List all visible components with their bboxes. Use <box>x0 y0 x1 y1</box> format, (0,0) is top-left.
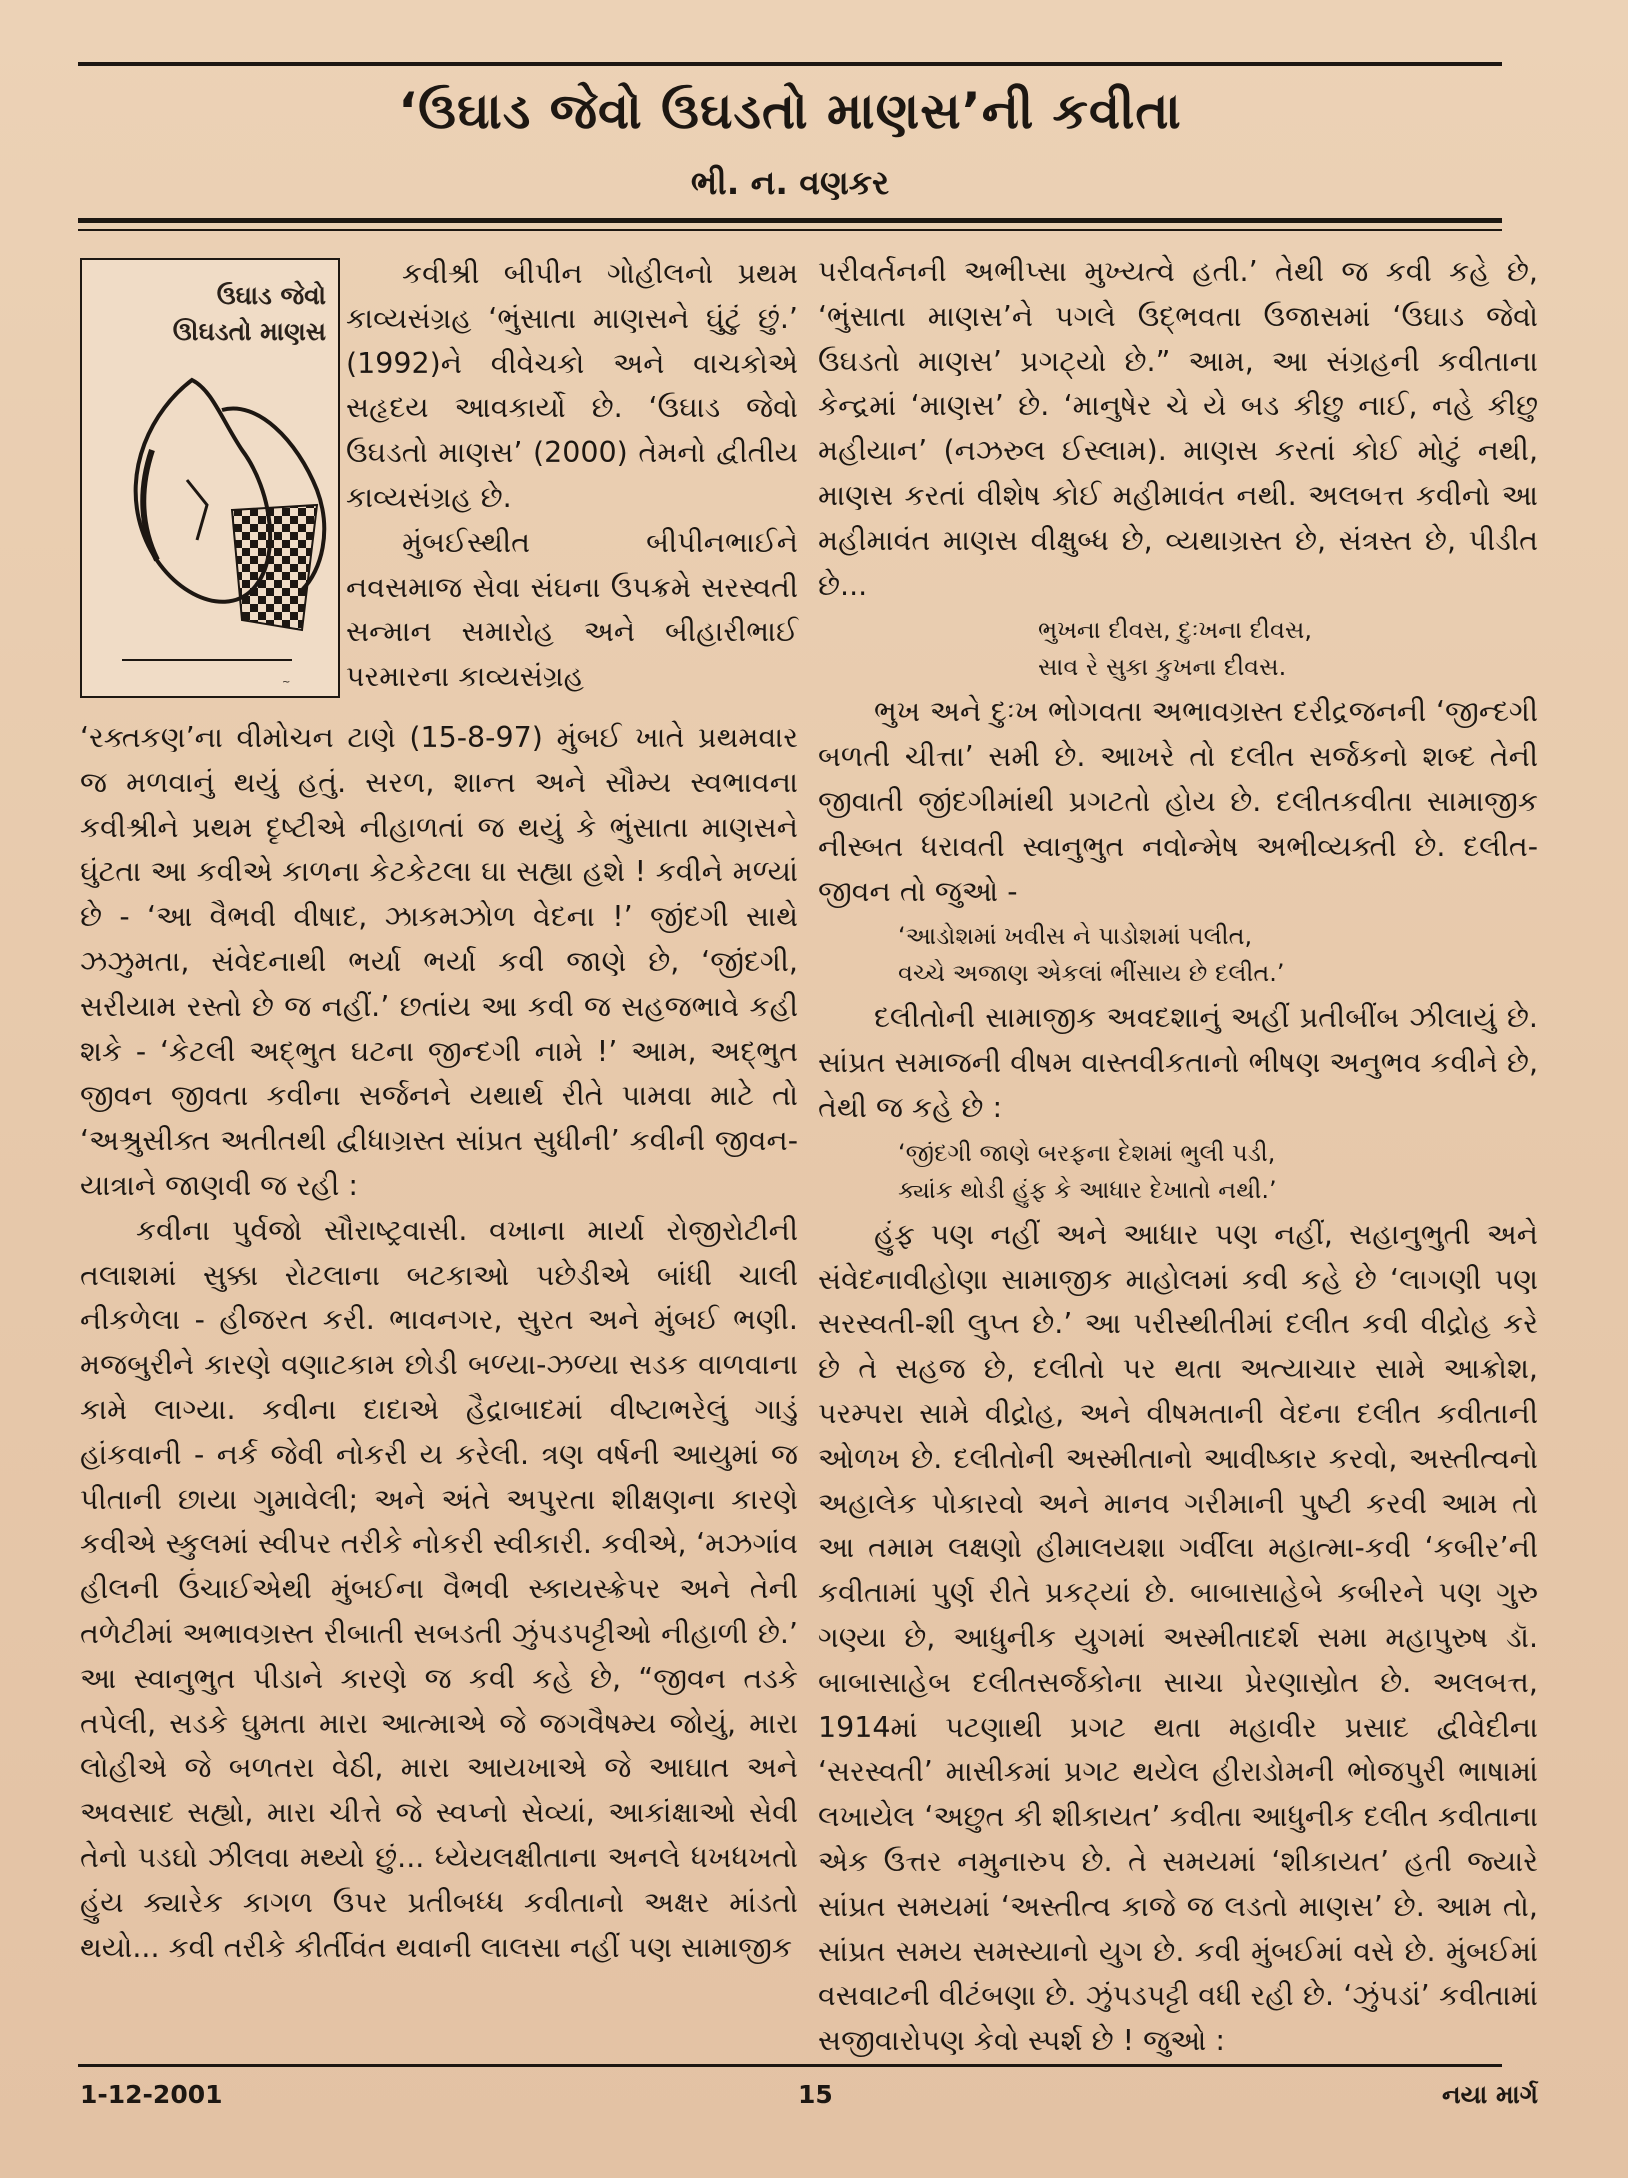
figure-face <box>187 480 207 540</box>
article-title: ‘ઉઘાડ જેવો ઉઘડતો માણસ’ની કવીતા <box>398 82 1182 140</box>
verse-quote <box>818 918 1538 992</box>
book-cover-title-line2: ઊઘડતો માણસ <box>172 317 326 346</box>
paragraph: ભુખ અને દુઃખ ભોગવતા અભાવગ્રસ્ત દરીદ્રજનની ‘જીન્દગી બળતી ચીત્તા’ સમી છે. આખરે તો દલીત સર્જકનો શબ્દ તેની જીવાતી જીંદગીમાંથી પ્રગટતો હોય છે. દલીતકવીતા સામાજીક નીસ્બત ધરાવતી સ્વાનુભુત નવોન્મેષ અભીવ્યક્તી છે. દલીત-જીવન તો જુઓ - <box>818 695 1538 908</box>
verse-line: સાવ રે સુકા કુખના દીવસ. <box>1038 653 1287 682</box>
header-rule-thick <box>78 218 1502 223</box>
magazine-name: નયા માર્ગ <box>1442 2080 1538 2109</box>
book-cover-title <box>173 278 326 350</box>
issue-date: 1-12-2001 <box>80 2080 223 2109</box>
paragraph: મુંબઈસ્થીત બીપીનભાઈને નવસમાજ સેવા સંઘના ઉપક્રમે સરસ્વતી સન્માન સમારોહ અને બીહારીભાઈ પરમારના કાવ્યસંગ્રહ <box>346 525 798 694</box>
verse-quote <box>818 612 1538 686</box>
book-cover-title-line1: ઉઘાડ જેવો <box>216 281 326 310</box>
footer-rule <box>78 2064 1502 2067</box>
left-column-text <box>80 716 798 1970</box>
checkered-cloth <box>232 505 317 630</box>
paragraph: પરીવર્તનની અભીપ્સા મુખ્યત્વે હતી.’ તેથી જ કવી કહે છે, ‘ભુંસાતા માણસ’ને પગલે ઉદ્ભવતા ઉજાસમાં ‘ઉઘાડ જેવો ઉઘડતો માણસ’ પ્રગટ્યો છે.” આમ, આ સંગ્રહની કવીતાના કેન્દ્રમાં ‘માણસ’ છે. ‘માનુષેર ચે યે બડ કીછુ નાઈ, નહે કીછુ મહીયાન’ (નઝરુલ ઈસ્લામ). માણસ કરતાં કોઈ મોટું નથી, માણસ કરતાં વીશેષ કોઈ મહીમાવંત નથી. અલબત્ત કવીનો આ મહીમાવંત માણસ વીક્ષુબ્ધ છે, વ્યથાગ્રસ્ત છે, સંત્રસ્ત છે, પીડીત છે... <box>818 255 1538 602</box>
header-rule-thin <box>78 229 1502 231</box>
right-column-text <box>818 250 1538 2064</box>
artist-mark: ~ <box>282 677 291 688</box>
paragraph: દલીતોની સામાજીક અવદશાનું અહીં પ્રતીબીંબ ઝીલાયું છે. સાંપ્રત સમાજની વીષમ વાસ્તવીકતાનો ભીષણ અનુભવ કવીને છે, તેથી જ કહે છે : <box>818 1001 1538 1124</box>
verse-line: ‘આડોશમાં ખવીસ ને પાડોશમાં પલીત, <box>898 922 1253 951</box>
paragraph: ‘રક્તકણ’ના વીમોચન ટાણે (15-8-97) મુંબઈ ખાતે પ્રથમવાર જ મળવાનું થયું હતું. સરળ, શાન્ત અને સૌમ્ય સ્વભાવના કવીશ્રીને પ્રથમ દૃષ્ટીએ નીહાળતાં જ થયું કે ભુંસાતા માણસને ઘુંટતા આ કવીએ કાળના કેટકેટલા ઘા સહ્યા હશે ! કવીને મળ્યાં છે - ‘આ વૈભવી વીષાદ, ઝાકમઝોળ વેદના !’ જીંદગી સાથે ઝઝુમતા, સંવેદનાથી ભર્યા ભર્યા કવી જાણે છે, ‘જીંદગી, સરીયામ રસ્તો છે જ નહીં.’ છતાંય આ કવી જ સહજભાવે કહી શકે - ‘કેટલી અદ્ભુત ઘટના જીન્દગી નામે !’ આમ, અદ્ભુત જીવન જીવતા કવીના સર્જનને યથાર્થ રીતે પામવા માટે તો ‘અશ્રુસીક્ત અતીતથી દ્વીધાગ્રસ્ત સાંપ્રત સુધીની’ કવીની જીવન-યાત્રાને જાણવી જ રહી : <box>80 721 798 1202</box>
verse-line: ક્યાંક થોડી હુંફ કે આધાર દેખાતો નથી.’ <box>898 1175 1277 1204</box>
page-number: 15 <box>798 2080 833 2109</box>
book-cover-illustration <box>80 258 340 698</box>
paragraph: કવીના પુર્વજો સૌરાષ્ટ્રવાસી. વખાના માર્યા રોજીરોટીની તલાશમાં સુક્કા રોટલાના બટકાઓ પછેડીએ બાંધી ચાલી નીકળેલા - હીજરત કરી. ભાવનગર, સુરત અને મુંબઈ ભણી. મજબુરીને કારણે વણાટકામ છોડી બળ્યા-ઝળ્યા સડક વાળવાના કામે લાગ્યા. કવીના દાદાએ હૈદ્રાબાદમાં વીષ્ટાભરેલું ગાડું હાંકવાની - નર્ક જેવી નોકરી ય કરેલી. ત્રણ વર્ષની આયુમાં જ પીતાની છાયા ગુમાવેલી; અને અંતે અપુરતા શીક્ષણના કારણે કવીએ સ્કુલમાં સ્વીપર તરીકે નોકરી સ્વીકારી. કવીએ, ‘મઝગાંવ હીલની ઉંચાઈએથી મુંબઈના વૈભવી સ્કાયસ્ક્રેપર અને તેની તળેટીમાં અભાવગ્રસ્ત રીબાતી સબડતી ઝુંપડપટ્ટીઓ નીહાળી છે.’ આ સ્વાનુભુત પીડાને કારણે જ કવી કહે છે, “જીવન તડકે તપેલી, સડકે ઘુમતા મારા આત્માએ જે જગવૈષમ્ય જોયું, મારા લોહીએ જે બળતરા વેઠી, મારા આયખાએ જે આઘાત અને અવસાદ સહ્યો, મારા ચીત્તે જે સ્વપ્નો સેવ્યાં, આકાંક્ષાઓ સેવી તેનો પડઘો ઝીલવા મથ્યો છું... ધ્યેયલક્ષીતાના અનલે ધખધખતો હુંય ક્યારેક કાગળ ઉપર પ્રતીબધ્ધ કવીતાનો અક્ષર માંડતો થયો... કવી તરીકે કીર્તીવંત થવાની લાલસા નહીં પણ સામાજીક <box>80 1213 798 1964</box>
paragraph: હુંફ પણ નહીં અને આધાર પણ નહીં, સહાનુભુતી અને સંવેદનાવીહોણા સામાજીક માહોલમાં કવી કહે છે ‘લાગણી પણ સરસ્વતી-શી લુપ્ત છે.’ આ પરીસ્થીતીમાં દલીત કવી વીદ્રોહ કરે છે તે સહજ છે, દલીતો પર થતા અત્યાચાર સામે આક્રોશ, પરમ્પરા સામે વીદ્રોહ, અને વીષમતાની વેદના દલીત કવીતાની ઓળખ છે. દલીતોની અસ્મીતાનો આવીષ્કાર કરવો, અસ્તીત્વનો અહાલેક પોકારવો અને માનવ ગરીમાની પુષ્ટી કરવી આમ તો આ તમામ લક્ષણો હીમાલયશા ગર્વીલા મહાત્મા-કવી ‘કબીર’ની કવીતામાં પુર્ણ રીતે પ્રકટ્યાં છે. બાબાસાહેબે કબીરને પણ ગુરુ ગણ્યા છે, આધુનીક યુગમાં અસ્મીતાદર્શ સમા મહાપુરુષ ડૉ. બાબાસાહેબ દલીતસર્જકોના સાચા પ્રેરણાસ્રોત છે. અલબત્ત, 1914માં પટણાથી પ્રગટ થતા મહાવીર પ્રસાદ દ્વીવેદીના ‘સરસ્વતી’ માસીકમાં પ્રગટ થયેલ હીરાડોમની ભોજપુરી ભાષામાં લખાયેલ ‘અછુત કી શીકાયત’ કવીતા આધુનીક દલીત કવીતાના એક ઉત્તર નમુનારુપ છે. તે સમયમાં ‘શીકાયત’ હતી જ્યારે સાંપ્રત સમયમાં ‘અસ્તીત્વ કાજે જ લડતો માણસ’ છે. આમ તો, સાંપ્રત સમય સમસ્યાનો યુગ છે. કવી મુંબઈમાં વસે છે. મુંબઈમાં વસવાટની વીટંબણા છે. ઝુંપડપટ્ટી વધી રહી છે. ‘ઝુંપડાં’ કવીતામાં સજીવારોપણ કેવો સ્પર્શ છે ! જુઓ : <box>818 1217 1538 2058</box>
article-author: ભી. ન. વણકર <box>690 163 890 202</box>
verse-quote <box>818 1135 1538 1209</box>
top-rule <box>78 62 1502 66</box>
verse-line: વચ્ચે અજાણ એકલાં ભીંસાય છે દલીત.’ <box>898 959 1285 988</box>
paragraph: કવીશ્રી બીપીન ગોહીલનો પ્રથમ કાવ્યસંગ્રહ ‘ભુંસાતા માણસને ઘુંટું છું.’ (1992)ને વીવેચકો અને વાચકોએ સહૃદય આવકાર્યો છે. ‘ઉઘાડ જેવો ઉઘડતો માણસ’ (2000) તેમનો દ્વીતીય કાવ્યસંગ્રહ છે. <box>346 257 798 514</box>
verse-line: ‘જીંદગી જાણે બરફના દેશમાં ભુલી પડી, <box>898 1138 1276 1167</box>
left-column-top-text <box>346 252 798 700</box>
verse-line: ભુખના દીવસ, દુઃખના દીવસ, <box>1038 616 1312 645</box>
